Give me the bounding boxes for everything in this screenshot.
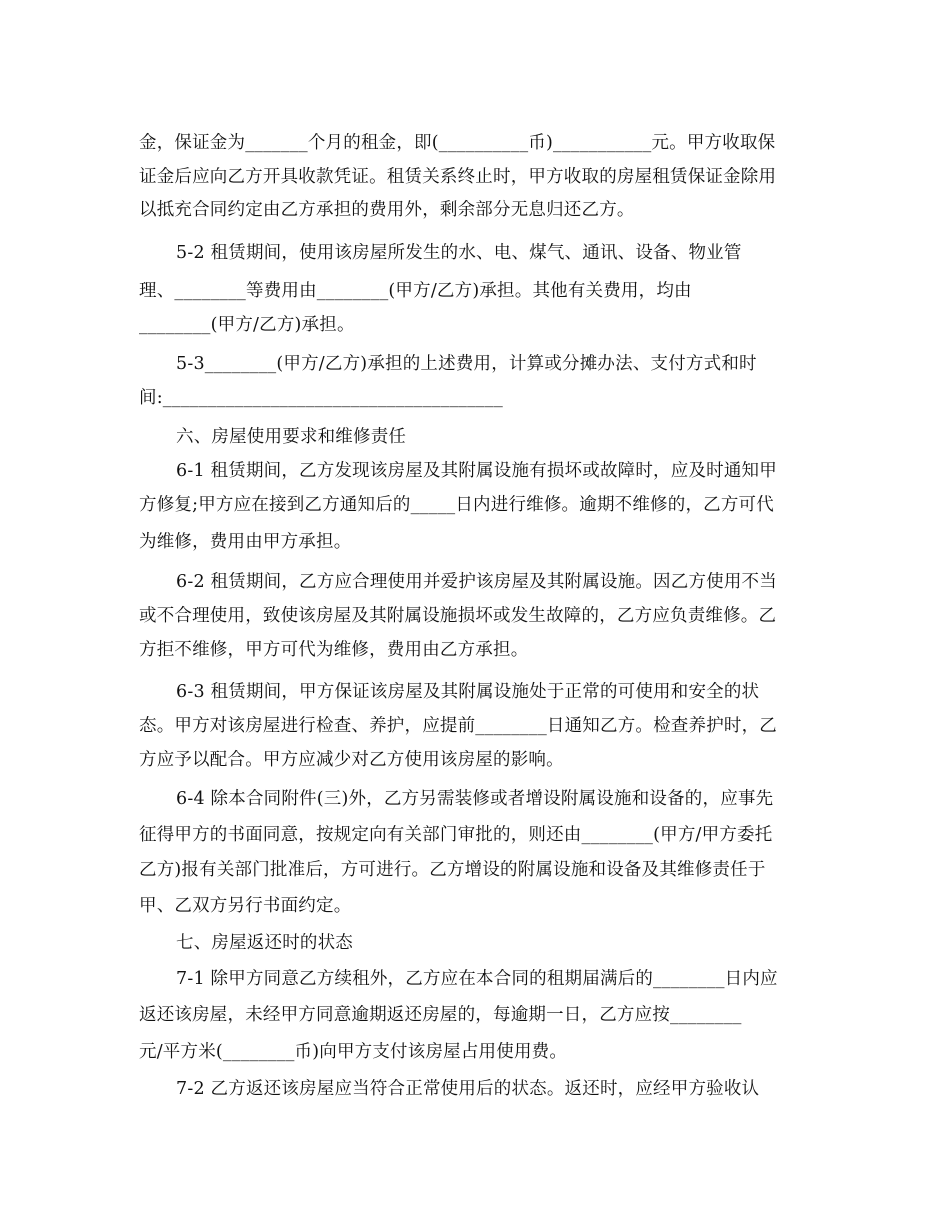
paragraph-start-line: 5-3________(甲方/乙方)承担的上述费用，计算或分摊办法、支付方式和时 [176,354,757,374]
text-line: ________(甲方/乙方)承担。 [139,315,355,335]
paragraph-start-line: 6-2 租赁期间，乙方应合理使用并爱护该房屋及其附属设施。因乙方使用不当 [176,572,777,592]
section-heading: 七、房屋返还时的状态 [176,933,353,953]
text-line: 乙方)报有关部门批准后，方可进行。乙方增设的附属设施和设备及其维修责任于 [139,860,766,880]
section-heading: 六、房屋使用要求和维修责任 [176,427,407,447]
text-line: 方应予以配合。甲方应减少对乙方使用该房屋的影响。 [139,750,564,770]
text-line: 间:______________________________________ [139,388,503,408]
text-line: 元/平方米(________币)向甲方支付该房屋占用使用费。 [139,1042,568,1062]
text-line: 以抵充合同约定由乙方承担的费用外，剩余部分无息归还乙方。 [139,200,635,220]
text-line: 证金后应向乙方开具收款凭证。租赁关系终止时，甲方收取的房屋租赁保证金除用 [139,167,777,187]
text-line: 或不合理使用，致使该房屋及其附属设施损坏或发生故障的，乙方应负责维修。乙 [139,606,777,626]
paragraph-start-line: 6-4 除本合同附件(三)外，乙方另需装修或者增设附属设施和设备的，应事先 [176,789,774,809]
text-line: 态。甲方对该房屋进行检查、养护，应提前________日通知乙方。检查养护时，乙 [139,716,777,736]
text-line: 金，保证金为_______个月的租金，即(__________币)___________元。甲方收取保 [139,133,776,153]
paragraph-start-line: 5-2 租赁期间，使用该房屋所发生的水、电、煤气、通讯、设备、物业管 [176,243,742,263]
text-line: 方修复;甲方应在接到乙方通知后的_____日内进行维修。逾期不维修的，乙方可代 [139,495,774,515]
text-line: 方拒不维修，甲方可代为维修，费用由乙方承担。 [139,640,529,660]
text-line: 为维修，费用由甲方承担。 [139,532,352,552]
text-line: 理、________等费用由________(甲方/乙方)承担。其他有关费用，均由 [139,281,692,301]
paragraph-start-line: 6-3 租赁期间，甲方保证该房屋及其附属设施处于正常的可使用和安全的状 [176,682,760,702]
text-line: 甲、乙双方另行书面约定。 [139,896,352,916]
paragraph-start-line: 7-2 乙方返还该房屋应当符合正常使用后的状态。返还时，应经甲方验收认 [176,1079,760,1099]
text-line: 征得甲方的书面同意，按规定向有关部门审批的，则还由________(甲方/甲方委托 [139,825,773,845]
paragraph-start-line: 6-1 租赁期间，乙方发现该房屋及其附属设施有损坏或故障时，应及时通知甲 [176,461,777,481]
paragraph-start-line: 7-1 除甲方同意乙方续租外，乙方应在本合同的租期届满后的________日内应 [176,969,778,989]
text-line: 返还该房屋，未经甲方同意逾期返还房屋的，每逾期一日，乙方应按________ [139,1005,742,1025]
